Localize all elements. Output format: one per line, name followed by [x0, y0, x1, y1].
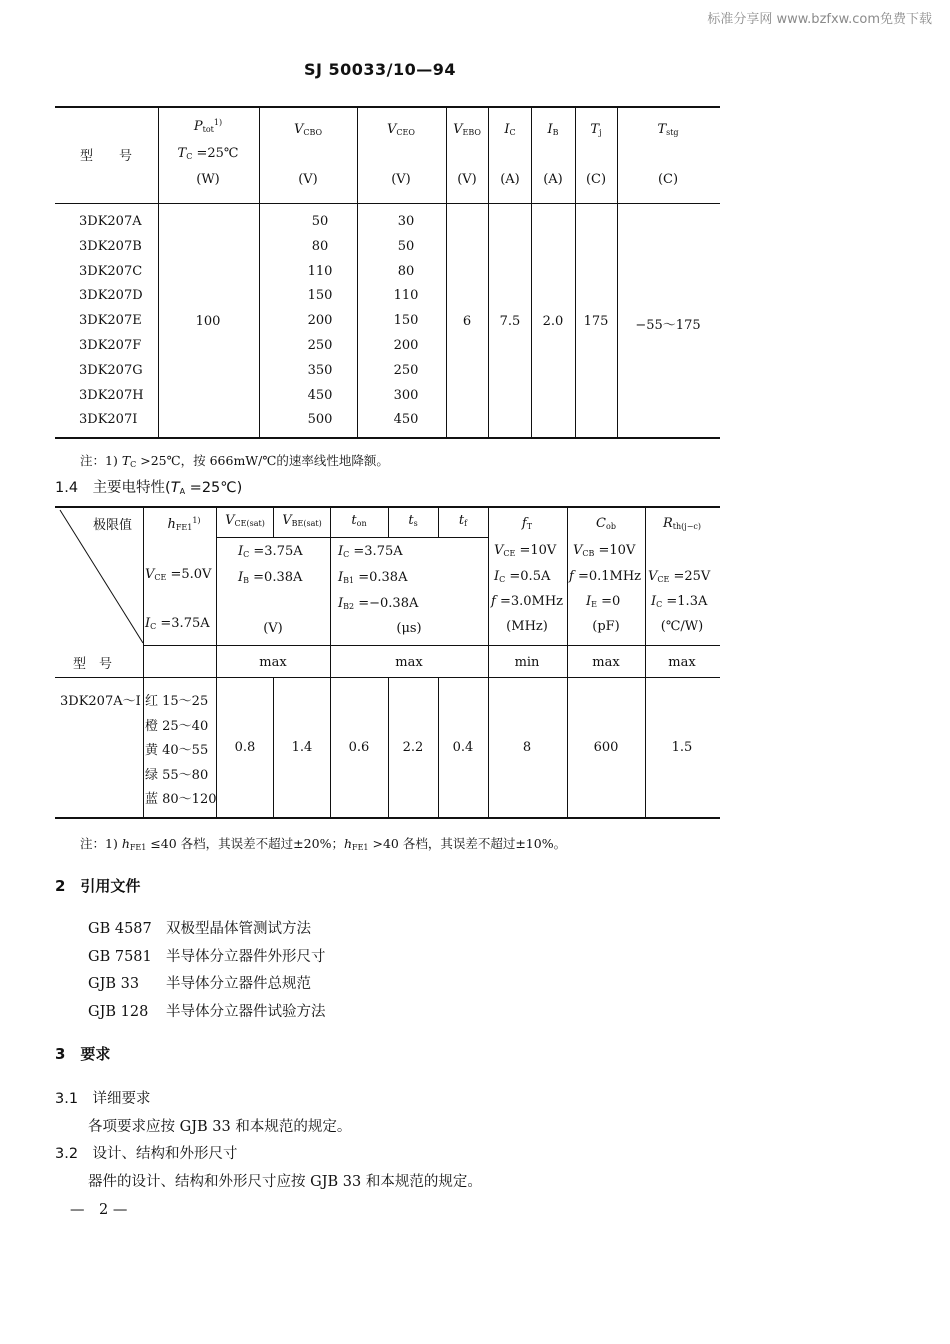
reference-title: 半导体分立器件总规范 — [166, 976, 311, 992]
reference-code: GJB 33 — [88, 976, 140, 992]
cob-condition-f: f =0.1MHz — [569, 569, 642, 584]
vcbo-cell: 450 — [307, 387, 333, 403]
limit-max-switching: max — [395, 655, 423, 670]
vceo-cell: 30 — [397, 214, 415, 229]
ic-unit: (A) — [500, 172, 520, 187]
limit-max-sat: max — [259, 655, 287, 670]
tj-unit: (C) — [585, 172, 607, 187]
ptot-unit: (W) — [196, 172, 220, 187]
ft-condition-ic: $I_C =0.5A$ — [494, 569, 551, 584]
cob-condition-ie: $I_E =0$ — [586, 594, 621, 609]
ic-value: 7.5 — [499, 314, 521, 329]
vce-sat-header: $V_{CE(sat)}$ — [225, 513, 265, 528]
cob-unit: (pF) — [592, 619, 620, 634]
section-2-heading: 2 引用文件 — [55, 877, 141, 895]
ib-unit: (A) — [543, 172, 563, 187]
sat-condition-ib: $I_B =0.38A$ — [238, 570, 303, 585]
reference-title: 半导体分立器件试验方法 — [166, 1003, 326, 1020]
tf-value: 0.4 — [452, 740, 474, 755]
reference-item — [88, 972, 311, 993]
sat-condition-ic: $I_C =3.75A$ — [238, 544, 303, 559]
limit-max-rth: max — [668, 655, 696, 670]
model-header: 型 号 — [80, 149, 133, 164]
vbe-sat-header: $V_{BE(sat)}$ — [282, 513, 322, 528]
vcbo-cell: 250 — [307, 338, 333, 353]
corner-limit-label: 极限值 — [93, 518, 133, 533]
vceo-cell: 450 — [393, 412, 419, 428]
vceo-header: $V_{CEO}$ — [387, 122, 415, 137]
cob-header: $C_{ob}$ — [596, 516, 616, 531]
reference-code: GB 7581 — [88, 948, 152, 965]
rth-header: $R_{th(j-c)}$ — [662, 516, 702, 531]
reference-item — [88, 945, 326, 966]
ft-value: 8 — [522, 740, 532, 755]
rth-condition-vce: $V_{CE} =25V$ — [648, 569, 711, 584]
document-number: SJ 50033/10—94 — [303, 60, 457, 79]
ft-condition-vce: $V_{CE} =10V$ — [494, 543, 557, 558]
cob-value: 600 — [593, 740, 619, 755]
sw-condition-ib1: $I_{B1} =0.38A$ — [338, 570, 408, 585]
reference-title: 双极型晶体管测试方法 — [166, 921, 311, 937]
vcbo-cell: 200 — [307, 313, 333, 329]
reference-item — [88, 917, 311, 938]
model-cell: 3DK207D — [79, 288, 143, 304]
vcbo-header: $V_{CBO}$ — [293, 122, 323, 137]
reference-title: 半导体分立器件外形尺寸 — [166, 948, 326, 965]
section-3-2-text: 器件的设计、结构和外形尺寸应按 GJB 33 和本规范的规定。 — [88, 1174, 482, 1190]
table2-model: 3DK207A～I — [60, 694, 141, 709]
corner-model-label: 型 号 — [73, 657, 113, 672]
section-3-1-text: 各项要求应按 GJB 33 和本规范的规定。 — [88, 1119, 352, 1135]
vceo-cell: 50 — [397, 238, 415, 254]
vce-sat-value: 0.8 — [234, 740, 256, 755]
hfe-bin: 红 15～25 — [145, 694, 209, 709]
model-cell: 3DK207I — [79, 412, 138, 428]
vebo-value: 6 — [462, 314, 472, 329]
watermark: 标准分享网 www.bzfxw.com免费下载 — [707, 12, 932, 27]
vceo-cell: 250 — [393, 362, 419, 378]
vebo-unit: (V) — [457, 172, 477, 187]
hfe-bin: 橙 25～40 — [145, 718, 209, 734]
vcbo-cell: 110 — [307, 263, 333, 279]
ic-header: $I_C$ — [504, 122, 516, 137]
model-cell: 3DK207A — [79, 214, 142, 229]
sat-unit: (V) — [263, 621, 283, 636]
model-cell: 3DK207G — [79, 362, 143, 378]
vcbo-cell: 350 — [307, 362, 333, 378]
vcbo-cell: 500 — [307, 412, 333, 428]
reference-code: GJB 128 — [88, 1003, 149, 1020]
sw-unit: (μs) — [396, 621, 422, 636]
ptot-header: $P_{tot}^{1)}$ — [193, 118, 223, 134]
ft-unit: (MHz) — [506, 619, 548, 634]
sw-condition-ic: $I_C =3.75A$ — [338, 544, 403, 559]
hfe-bin: 绿 55～80 — [145, 767, 209, 783]
ton-value: 0.6 — [348, 740, 370, 755]
hfe-header: $h_{FE1}^{1)}$ — [167, 516, 201, 532]
model-cell: 3DK207C — [79, 263, 143, 279]
table1-note: 注：1) $T_C$ >25℃，按 666mW/℃的速率线性地降额。 — [80, 453, 389, 469]
model-cell: 3DK207B — [79, 238, 142, 254]
ft-header: $f_T$ — [521, 516, 533, 531]
table1-bottom-rule — [55, 437, 720, 439]
limit-min-ft: min — [514, 655, 540, 670]
limit-max-cob: max — [592, 655, 620, 670]
table1-top-rule — [55, 106, 720, 108]
model-cell: 3DK207E — [79, 313, 142, 329]
vcbo-cell: 50 — [311, 214, 329, 229]
table2-note: 注：1) $h_{FE1} \le 40$ 各档，其误差不超过±20%；$h_{FE1} >40$ 各档，其误差不超过±10%。 — [80, 836, 567, 852]
hfe-condition-ic: $I_C =3.75A$ — [145, 616, 210, 631]
ft-condition-f: f =3.0MHz — [491, 594, 564, 609]
model-cell: 3DK207F — [79, 338, 142, 353]
ptot-condition: $T_C$ =25℃ — [177, 146, 239, 161]
table1-header-rule — [55, 203, 720, 204]
tj-value: 175 — [583, 314, 609, 329]
vcbo-cell: 80 — [311, 238, 329, 254]
tstg-value: −55～175 — [635, 318, 701, 333]
reference-item — [88, 1000, 326, 1021]
hfe-bin: 黄 40～55 — [145, 743, 209, 758]
cob-condition-vcb: $V_{CB} =10V$ — [573, 543, 636, 558]
tj-header: $T_j$ — [590, 122, 602, 137]
model-cell: 3DK207H — [79, 387, 144, 403]
vcbo-unit: (V) — [298, 172, 318, 187]
tf-header: $t_f$ — [458, 513, 468, 528]
vceo-cell: 200 — [393, 338, 419, 353]
rth-unit: (℃/W) — [660, 619, 704, 634]
rth-value: 1.5 — [671, 740, 693, 755]
section-1-4-heading: 1.4 主要电特性($T_A$ =25℃) — [55, 480, 243, 496]
ptot-value: 100 — [195, 314, 221, 329]
section-3-1-heading: 3.1 详细要求 — [55, 1091, 151, 1107]
ib-header: $I_B$ — [547, 122, 559, 137]
hfe-condition-vce: $V_{CE} =5.0V$ — [145, 567, 212, 582]
reference-code: GB 4587 — [88, 921, 152, 937]
ts-value: 2.2 — [402, 740, 424, 755]
section-3-heading: 3 要求 — [55, 1045, 111, 1063]
tstg-unit: (C) — [657, 172, 679, 187]
vceo-cell: 150 — [393, 313, 419, 329]
rth-condition-ic: $I_C =1.3A$ — [651, 594, 708, 609]
vceo-cell: 300 — [393, 387, 419, 403]
tstg-header: $T_{stg}$ — [657, 122, 679, 137]
section-3-2-heading: 3.2 设计、结构和外形尺寸 — [55, 1146, 238, 1162]
vbe-sat-value: 1.4 — [291, 740, 313, 755]
vebo-header: $V_{EBO}$ — [453, 122, 481, 137]
vceo-cell: 110 — [393, 288, 419, 304]
ts-header: $t_s$ — [408, 513, 418, 528]
hfe-bin: 蓝 80～120 — [145, 792, 217, 807]
vceo-cell: 80 — [397, 263, 415, 279]
ton-header: $t_{on}$ — [351, 513, 367, 528]
sw-condition-ib2: $I_{B2} =-0.38A$ — [338, 596, 419, 611]
ib-value: 2.0 — [542, 314, 564, 329]
vceo-unit: (V) — [391, 172, 411, 187]
page-number: — 2 — — [70, 1202, 128, 1218]
vcbo-cell: 150 — [307, 288, 333, 304]
